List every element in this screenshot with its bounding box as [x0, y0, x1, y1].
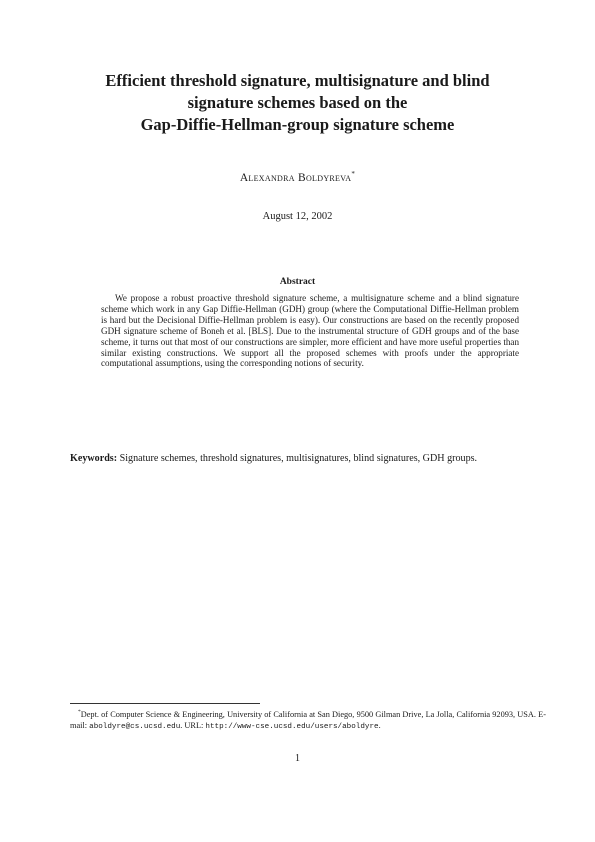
title-line: Efficient threshold signature, multisignature and blind — [105, 71, 490, 90]
footnote-mark: * — [78, 709, 81, 715]
author-footnote-mark[interactable]: * — [351, 170, 356, 178]
abstract-heading: Abstract — [279, 277, 316, 287]
author-footnote — [70, 707, 546, 733]
footnote-divider — [70, 703, 260, 704]
footnote-end: . — [378, 720, 381, 730]
paper-title — [40, 70, 555, 136]
footnote-url-label: . URL: — [180, 720, 206, 730]
title-line: Gap-Diffie-Hellman-group signature scheme — [140, 115, 455, 134]
footnote-text: Dept. of Computer Science & Engineering, University of California at San Diego, 9500 Gilman Drive, La Jolla, California 92093, USA. E-mail: — [70, 709, 546, 730]
abstract-body: We propose a robust proactive threshold signature scheme, a multisignature scheme and a blind signature scheme which work in any Gap Diffie-Hellman (GDH) group (where the Computational Diffie-Hellman problem is hard but the Decisional Diffie-Hellman problem is easy). Our constructions are based on the recently proposed GDH signature scheme of Boneh et al. [BLS]. Due to the instrumental structure of GDH groups and of the base scheme, it turns out that most of our constructions are simpler, more efficient and have more useful properties than similar existing constructions. We support all the proposed schemes with proofs under the appropriate computational assumptions, using the corresponding notions of security. — [101, 293, 519, 369]
keywords-label: Keywords: — [70, 453, 118, 464]
keywords-text: Signature schemes, threshold signatures, multisignatures, blind signatures, GDH groups. — [119, 453, 478, 464]
keywords-line — [70, 452, 550, 465]
page-number: 1 — [295, 753, 300, 764]
author-homepage-link[interactable]: http://www-cse.ucsd.edu/users/aboldyre — [205, 722, 379, 731]
paper-date: August 12, 2002 — [262, 211, 333, 222]
author-name: Alexandra Boldyreva — [239, 171, 352, 184]
author-line — [0, 170, 595, 184]
title-line: signature schemes based on the — [187, 93, 408, 112]
author-email-link[interactable]: aboldyre@cs.ucsd.edu — [89, 722, 181, 731]
